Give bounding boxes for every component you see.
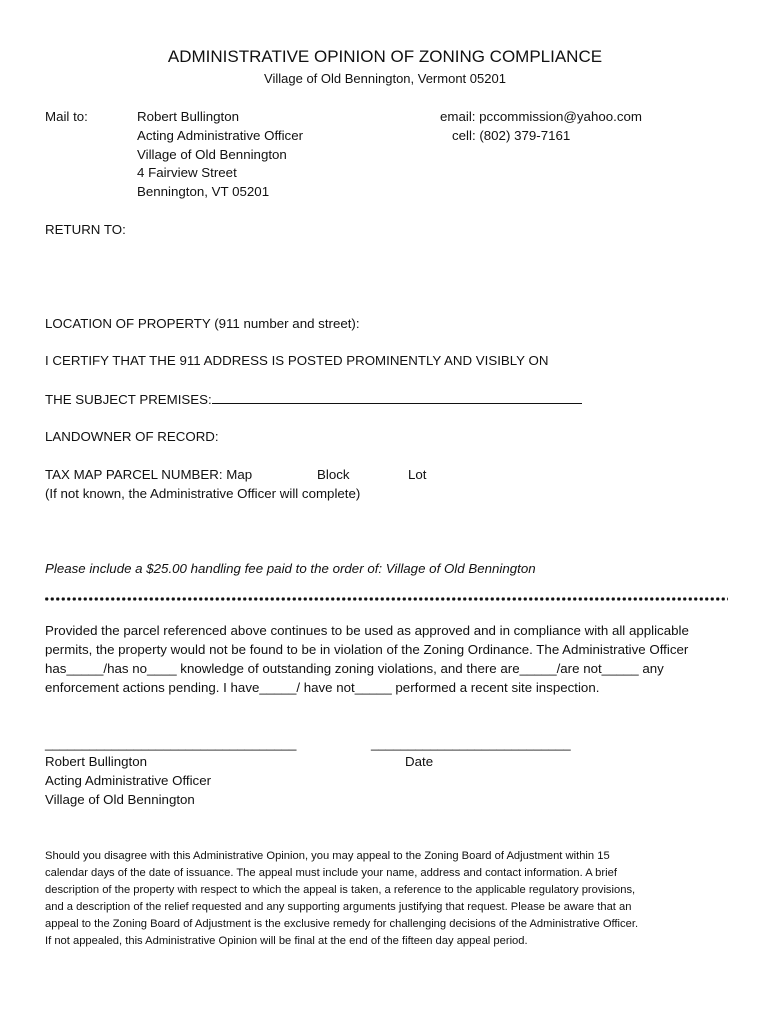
- mail-to-street: 4 Fairview Street: [137, 165, 237, 180]
- signature-line: __________________________________: [45, 736, 297, 751]
- landowner-field-label: LANDOWNER OF RECORD:: [45, 429, 219, 444]
- premises-field: [45, 391, 582, 407]
- premises-label: THE SUBJECT PREMISES:: [45, 392, 212, 407]
- lot-label: Lot: [408, 467, 427, 482]
- block-label: Block: [317, 467, 350, 482]
- tax-map-note: (If not known, the Administrative Officer will complete): [45, 486, 361, 501]
- certify-statement: I CERTIFY THAT THE 911 ADDRESS IS POSTED PROMINENTLY AND VISIBLY ON: [45, 353, 549, 368]
- appeal-line-1: Should you disagree with this Administrative Opinion, you may appeal to the Zoning Board of Adjustment within 15: [45, 850, 610, 862]
- contact-email: email: pccommission@yahoo.com: [440, 109, 642, 124]
- mail-to-name: Robert Bullington: [137, 109, 240, 124]
- mail-to-city: Bennington, VT 05201: [137, 184, 270, 199]
- premises-blank-line: [212, 391, 582, 404]
- appeal-line-2: calendar days of the date of issuance. The appeal must include your name, address and contact information. A brief: [45, 867, 617, 879]
- appeal-line-5: appeal to the Zoning Board of Adjustment is the exclusive remedy for challenging decisions of the Administrative Officer.: [45, 918, 639, 930]
- tax-map-label: TAX MAP PARCEL NUMBER: Map: [45, 467, 253, 482]
- opinion-line-3: has_____/has no____ knowledge of outstanding zoning violations, and there are_____/are not_____ any: [45, 661, 664, 676]
- dotted-separator: [44, 597, 728, 601]
- date-label: Date: [405, 754, 434, 769]
- signer-org: Village of Old Bennington: [45, 792, 195, 807]
- fee-note: Please include a $25.00 handling fee paid to the order of: Village of Old Bennington: [45, 561, 536, 576]
- appeal-line-4: and a description of the relief requested and any supporting arguments justifying that request. Please be aware that an: [45, 901, 632, 913]
- signer-role: Acting Administrative Officer: [45, 773, 212, 788]
- date-line: ___________________________: [371, 736, 571, 751]
- opinion-line-4: enforcement actions pending. I have_____/ have not_____ performed a recent site inspection.: [45, 680, 600, 695]
- opinion-line-1: Provided the parcel referenced above continues to be used as approved and in compliance with all applicable: [45, 623, 689, 638]
- opinion-line-2: permits, the property would not be found to be in violation of the Zoning Ordinance. The Administrative Officer: [45, 642, 689, 657]
- contact-cell: cell: (802) 379-7161: [452, 128, 571, 143]
- mail-to-org: Village of Old Bennington: [137, 147, 287, 162]
- return-to-label: RETURN TO:: [45, 222, 126, 237]
- mail-to-label: Mail to:: [45, 109, 88, 124]
- appeal-line-3: description of the property with respect to which the appeal is taken, a reference to the applicable regulatory provisions,: [45, 884, 636, 896]
- location-field-label: LOCATION OF PROPERTY (911 number and street):: [45, 316, 360, 331]
- document-title: ADMINISTRATIVE OPINION OF ZONING COMPLIANCE: [167, 47, 603, 66]
- appeal-line-6: If not appealed, this Administrative Opinion will be final at the end of the fifteen day appeal period.: [45, 935, 528, 947]
- mail-to-role: Acting Administrative Officer: [137, 128, 304, 143]
- signer-name: Robert Bullington: [45, 754, 148, 769]
- document-subtitle: Village of Old Bennington, Vermont 05201: [264, 71, 506, 86]
